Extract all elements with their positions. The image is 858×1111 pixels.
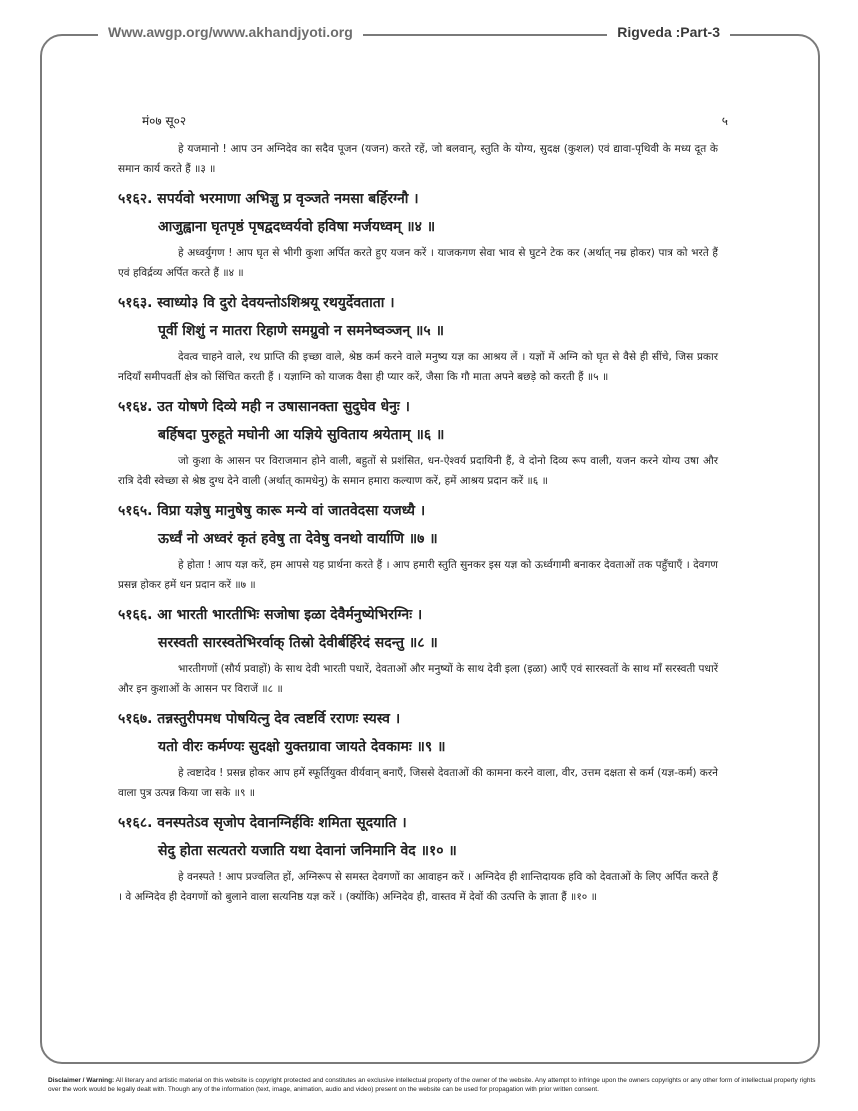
verse-translation: भारतीगणों (सौर्य प्रवाहों) के साथ देवी भारती पधारें, देवताओं और मनुष्यों के साथ देवी इला (इळा) आएँ एवं सारस्वतों के साथ माँ सरस्वती पधारें और इन कुशाओं के आसन पर विराजें ॥८ ॥ <box>118 663 718 695</box>
page-heading <box>142 112 728 129</box>
verse-line-1: ५१६३. स्वाध्यो३ वि दुरो देवयन्तोऽशिश्रयू रथयुर्देवताता । <box>118 295 395 311</box>
verse-line-1: ५१६२. सपर्यवो भरमाणा अभिज्ञु प्र वृञ्जते नमसा बर्हिरग्नौ । <box>118 191 419 207</box>
verse-translation: देवत्व चाहने वाले, रथ प्राप्ति की इच्छा वाले, श्रेष्ठ कर्म करने वाले मनुष्य यज्ञ का आश्रय लें । यज्ञों में अग्नि को घृत से वैसे ही सींचे, जिस प्रकार नदियाँ समीपवर्ती क्षेत्र को सिंचित करती हैं । यज्ञाग्नि को याजक वैसा ही प्यार करें, जैसा कि गौ माता अपने बछड़े को करती हैं ॥५ ॥ <box>118 351 718 383</box>
book-header: Rigveda :Part-3 <box>607 22 730 42</box>
page-number: ५ <box>721 114 728 128</box>
verse-translation: हे वनस्पते ! आप प्रज्वलित हों, अग्निरूप से समस्त देवगणों का आवाहन करें । अग्निदेव ही शान्तिदायक हवि को देवताओं के लिए अर्पित करते हैं । वे अग्निदेव ही देवगणों को बुलाने वाला सत्यनिष्ठ यज्ञ करें । (क्योंकि) अग्निदेव ही, वास्तव में देवों की उत्पत्ति के ज्ञाता हैं ॥१० ॥ <box>118 871 718 903</box>
verse-translation: हे होता ! आप यज्ञ करें, हम आपसे यह प्रार्थना करते हैं । आप हमारी स्तुति सुनकर इस यज्ञ को ऊर्ध्वगामी बनाकर देवताओं तक पहुँचाएँ । देवगण प्रसन्न होकर हमें धन प्रदान करें ॥७ ॥ <box>118 559 718 591</box>
verse-line-1: ५१६८. वनस्पतेऽव सृजोप देवानग्निर्हविः शमिता सूदयाति । <box>118 815 407 831</box>
verse-line-2: सरस्वती सारस्वतेभिरर्वाक् तिस्रो देवीर्बर्हिरेदं सदन्तु ॥८ ॥ <box>158 635 438 651</box>
verse-translation: हे त्वष्टादेव ! प्रसन्न होकर आप हमें स्फूर्तियुक्त वीर्यवान् बनाएँ, जिससे देवताओं की कामना करने वाला, वीर, उत्तम दक्षता से कर्म (यज्ञ-कर्म) करने वाला पुत्र उत्पन्न किया जा सके ॥९ ॥ <box>118 767 718 799</box>
verse-line-1: ५१६६. आ भारती भारतीभिः सजोषा इळा देवैर्मनुष्येभिरग्निः । <box>118 607 423 623</box>
verse-line-2: बर्हिषदा पुरुहूते मघोनी आ यज्ञिये सुविताय श्रयेताम् ॥६ ॥ <box>158 427 445 443</box>
verse-block <box>118 289 718 387</box>
verse-list <box>118 185 718 907</box>
verse-block <box>118 393 718 491</box>
verse-block <box>118 185 718 283</box>
disclaimer-text: All literary and artistic material on this website is copyright protected and constitutes an exclusive intellectual property of the owner of the website. Any attempt to infringe upon the owners copyrights or any other form of intellectual property rights over the work would be legally dealt with. Though any of the information (text, image, animation, audio and video) present on the website can be used for propagation with prior written consent. <box>48 1077 816 1093</box>
verse-line-2: पूर्वी शिशुं न मातरा रिहाणे समग्रुवो न समनेष्वञ्जन् ॥५ ॥ <box>158 323 444 339</box>
verse-line-2: आजुह्वाना घृतपृष्ठं पृषद्वदध्वर्यवो हविषा मर्जयध्वम् ॥४ ॥ <box>158 219 436 235</box>
verse-line-2: सेदु होता सत्यतरो यजाति यथा देवानां जनिमानि वेद ॥१० ॥ <box>158 843 457 859</box>
verse-translation: हे अध्वर्युगण ! आप घृत से भीगी कुशा अर्पित करते हुए यजन करें । याजकगण सेवा भाव से घुटने टेक कर (अर्थात् नम्र होकर) पात्र को भरते हैं एवं हविर्द्रव्य अर्पित करते हैं ॥४ ॥ <box>118 247 718 279</box>
verse-line-1: ५१६७. तन्नस्तुरीपमध पोषयित्नु देव त्वष्टर्वि रराणः स्यस्व । <box>118 711 401 727</box>
page-content <box>118 112 728 913</box>
website-header: Www.awgp.org/www.akhandjyoti.org <box>98 22 363 42</box>
disclaimer-label: Disclaimer / Warning: <box>48 1077 115 1084</box>
disclaimer <box>48 1076 822 1094</box>
verse-line-2: यतो वीरः कर्मण्यः सुदक्षो युक्तग्रावा जायते देवकामः ॥९ ॥ <box>158 739 446 755</box>
mandala-sukta-reference: मं०७ सू०२ <box>142 114 187 128</box>
intro-translation: हे यजमानो ! आप उन अग्निदेव का सदैव पूजन (यजन) करते रहें, जो बलवान्, स्तुति के योग्य, सुदक्ष (कुशल) एवं द्यावा-पृथिवी के मध्य दूत के समान कार्य करते हैं ॥३ ॥ <box>118 143 718 175</box>
verse-line-1: ५१६५. विप्रा यज्ञेषु मानुषेषु कारू मन्ये वां जातवेदसा यजध्यै । <box>118 503 426 519</box>
verse-line-2: ऊर्ध्वं नो अध्वरं कृतं हवेषु ता देवेषु वनथो वार्याणि ॥७ ॥ <box>158 531 438 547</box>
verse-translation: जो कुशा के आसन पर विराजमान होने वाली, बहुतों से प्रशंसित, धन-ऐश्वर्य प्रदायिनी हैं, वे दोनो दिव्य रूप वाली, यजन करने योग्य उषा और रात्रि देवी स्वेच्छा से श्रेष्ठ दुग्ध देने वाली (अर्थात् कामधेनु) के समान हमारा कल्याण करें, हमें आश्रय प्रदान करें ॥६ ॥ <box>118 455 718 487</box>
verse-block <box>118 809 718 907</box>
verse-block <box>118 497 718 595</box>
verse-block <box>118 601 718 699</box>
verse-line-1: ५१६४. उत योषणे दिव्ये मही न उषासानक्ता सुदुघेव धेनुः । <box>118 399 410 415</box>
verse-block <box>118 705 718 803</box>
